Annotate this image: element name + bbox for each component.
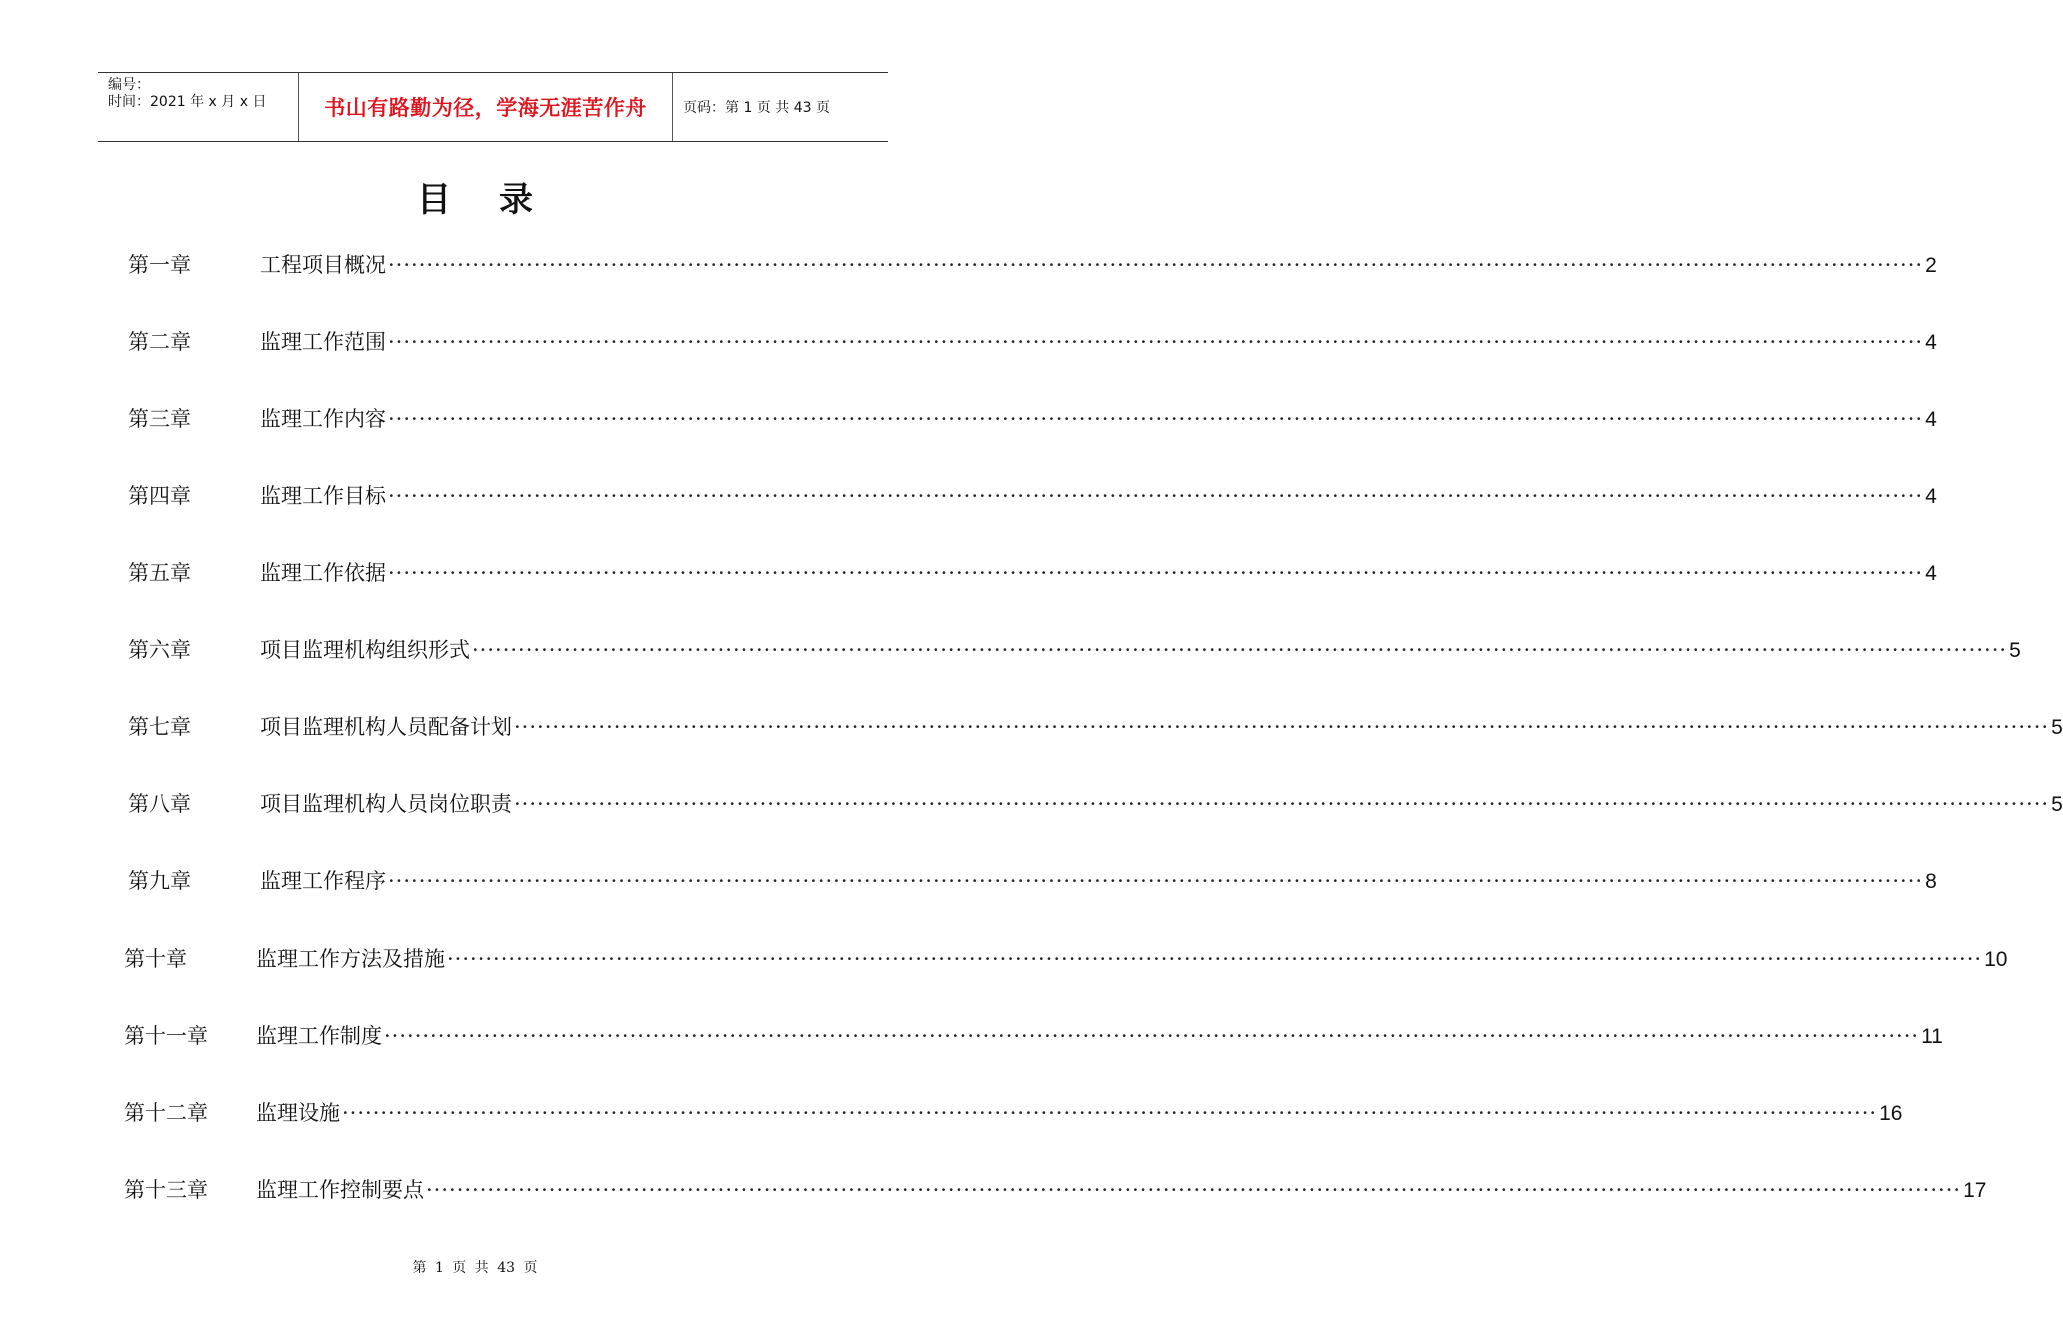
toc-chapter: 第五章 — [128, 561, 191, 585]
toc-page-number: 4 — [1925, 331, 1937, 354]
toc-title: 监理工作范围 — [260, 330, 386, 354]
toc-chapter: 第二章 — [128, 330, 191, 354]
toc-chapter: 第十一章 — [124, 1024, 208, 1048]
toc-line — [260, 557, 1937, 590]
toc-entry[interactable] — [128, 403, 1937, 435]
toc-entry[interactable] — [128, 865, 1937, 897]
toc-line — [260, 480, 1937, 513]
toc-chapter: 第四章 — [128, 484, 191, 508]
toc-page-number: 5 — [2051, 793, 2063, 816]
toc-title: 监理工作制度 — [256, 1024, 382, 1048]
toc-leader-dots: ········································································································································································································ — [388, 869, 1924, 893]
toc-leader-dots: ········································································································································································································ — [388, 253, 1924, 277]
toc-title: 工程项目概况 — [260, 253, 386, 277]
toc-page-number: 5 — [2051, 716, 2063, 739]
toc-leader-dots: ········································································································································································································ — [472, 638, 2008, 662]
toc-entry[interactable] — [128, 480, 1937, 512]
toc-page-number: 16 — [1879, 1102, 1903, 1125]
toc-leader-dots: ········································································································································································································ — [388, 330, 1924, 354]
toc-title: 监理工作依据 — [260, 561, 386, 585]
toc-chapter: 第一章 — [128, 253, 191, 277]
toc-page-number: 4 — [1925, 562, 1937, 585]
toc-line — [260, 326, 1937, 359]
header-meta — [98, 73, 299, 141]
toc-line — [256, 943, 2008, 976]
toc-leader-dots: ········································································································································································································ — [426, 1178, 1962, 1202]
toc-title: 监理工作方法及措施 — [256, 947, 445, 971]
toc-title: 项目监理机构组织形式 — [260, 638, 470, 662]
toc-page-number: 2 — [1925, 254, 1937, 277]
toc-title: 项目监理机构人员配备计划 — [260, 715, 512, 739]
toc-chapter: 第十三章 — [124, 1178, 208, 1202]
toc-chapter: 第六章 — [128, 638, 191, 662]
toc-line — [260, 634, 2021, 667]
toc-entry[interactable] — [124, 1174, 1987, 1206]
toc-entry[interactable] — [128, 634, 2021, 666]
toc-page-number: 10 — [1984, 948, 2008, 971]
toc-chapter: 第九章 — [128, 869, 191, 893]
toc-entry[interactable] — [128, 557, 1937, 589]
toc-entry[interactable] — [124, 943, 2008, 975]
toc-entry[interactable] — [128, 249, 1937, 281]
toc-leader-dots: ········································································································································································································ — [388, 561, 1924, 585]
toc-line — [260, 403, 1937, 436]
toc-line — [260, 865, 1937, 898]
toc-chapter: 第十二章 — [124, 1101, 208, 1125]
toc-title: 监理设施 — [256, 1101, 340, 1125]
toc-line — [256, 1174, 1987, 1207]
toc-title: 监理工作内容 — [260, 407, 386, 431]
toc-leader-dots: ········································································································································································································ — [514, 792, 2050, 816]
toc-line — [260, 711, 2063, 744]
toc-title: 监理工作目标 — [260, 484, 386, 508]
toc-title: 监理工作程序 — [260, 869, 386, 893]
header-motto: 书山有路勤为径，学海无涯苦作舟 — [299, 73, 673, 141]
document-date: 时间：2021 年 x 月 x 日 — [108, 94, 267, 110]
toc-line — [256, 1097, 1903, 1130]
toc-entry[interactable] — [128, 711, 2063, 743]
page-footer: 第 1 页 共 43 页 — [412, 1260, 538, 1276]
toc-entry[interactable] — [124, 1020, 1943, 1052]
toc-page-number: 4 — [1925, 485, 1937, 508]
toc-leader-dots: ········································································································································································································ — [388, 407, 1924, 431]
toc-leader-dots: ········································································································································································································ — [384, 1024, 1920, 1048]
toc-leader-dots: ········································································································································································································ — [514, 715, 2050, 739]
page-header — [98, 72, 888, 142]
toc-chapter: 第七章 — [128, 715, 191, 739]
toc-leader-dots: ········································································································································································································ — [388, 484, 1924, 508]
document-number-label: 编号： — [108, 77, 150, 93]
toc-chapter: 第十章 — [124, 947, 187, 971]
page-title: 目录 — [417, 180, 581, 220]
toc-title: 项目监理机构人员岗位职责 — [260, 792, 512, 816]
toc-page-number: 8 — [1925, 870, 1937, 893]
toc-title: 监理工作控制要点 — [256, 1178, 424, 1202]
toc-entry[interactable] — [124, 1097, 1903, 1129]
toc-page-number: 11 — [1921, 1025, 1943, 1048]
toc-page-number: 4 — [1925, 408, 1937, 431]
toc-leader-dots: ········································································································································································································ — [342, 1101, 1878, 1125]
toc-leader-dots: ········································································································································································································ — [447, 947, 1983, 971]
toc-line — [260, 788, 2063, 821]
toc-chapter: 第三章 — [128, 407, 191, 431]
toc-line — [260, 249, 1937, 282]
header-page-info: 页码：第 1 页 共 43 页 — [683, 100, 830, 116]
toc-page-number: 17 — [1963, 1179, 1987, 1202]
toc-line — [256, 1020, 1943, 1053]
toc-chapter: 第八章 — [128, 792, 191, 816]
toc-entry[interactable] — [128, 788, 2063, 820]
toc-page-number: 5 — [2009, 639, 2021, 662]
toc-entry[interactable] — [128, 326, 1937, 358]
